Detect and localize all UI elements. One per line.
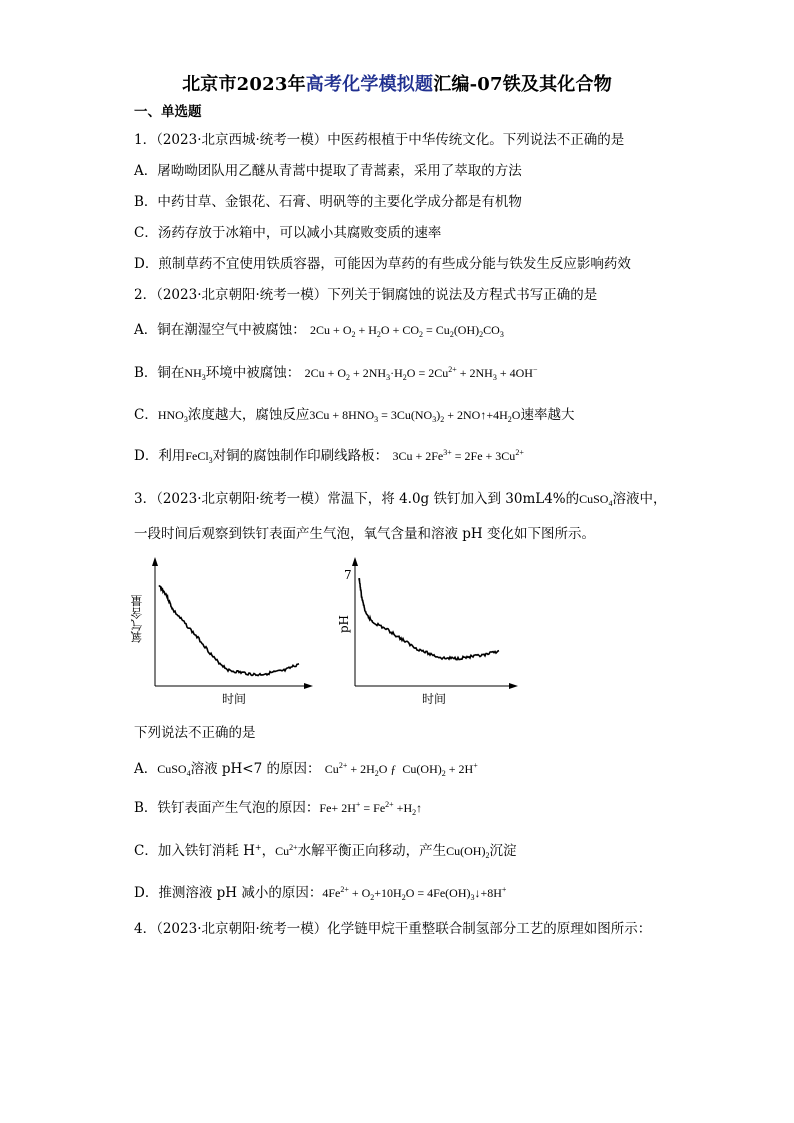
oxygen-chart-xlabel: 时间 [222,692,247,706]
ph-y-arrow [352,557,358,566]
oxygen-chart-svg [130,560,310,690]
q1-option-d: D．煎制草药不宜使用铁质容器，可能因为草药的有些成分能与铁发生反应影响药效 [134,256,631,272]
q2-stem: 2．（2023·北京朝阳·统考一模）下列关于铜腐蚀的说法及方程式书写正确的是 [134,287,598,303]
q1-stem: 1．（2023·北京西城·统考一模）中医药根植于中华传统文化。下列说法不正确的是 [134,132,625,148]
q2-b-equation: $2Cu + O_2 + 2NH_3\cdot H_2O = 2Cu^{2+} + 2NH_3 + 4OH^-$ [304,365,538,382]
q2-c-equation: $3Cu + 8HNO_3 = 3Cu(NO_3)_2$ + $2NO↑+4H_2O$ [309,408,521,424]
oxygen-y-arrow [152,557,158,566]
q3-b-equation: $Fe+ 2H^+ = Fe^{2+}$ $+H_2↑$ [319,800,423,817]
ph-x-arrow [509,683,518,689]
q3-stem-line1: 3．（2023·北京朝阳·统考一模）常温下，将 4.0g 铁钉加入到 30mL4%的CuSO$_4$溶液中， [134,491,667,508]
q2-option-b: B．铜在$NH_3$环境中被腐蚀： $2Cu + O_2 + 2NH_3\cdot H_2O = 2Cu^{2+} + 2NH_3 + 4OH^-$ [134,365,538,382]
q3-option-d: D．推测溶液 pH 减小的原因：$4Fe^{2+} + O_2+10H_2O$ = $4Fe(OH)_3↓+8H^+$ [134,885,507,902]
q2-option-c: C．$HNO_3$浓度越大，腐蚀反应$3Cu + 8HNO_3 = 3Cu(NO_3)_2$ + $2NO↑+4H_2O$速率越大 [134,407,575,424]
q2-d-equation: $3Cu + 2Fe^{3+} = 2Fe + 3Cu^{2+}$ [392,448,524,463]
q2-option-d: D．利用FeCl$_3$对铜的腐蚀制作印刷线路板： $3Cu + 2Fe^{3+} = 2Fe + 3Cu^{2+}$ [134,448,524,465]
q1-option-b: B．中药甘草、金银花、石膏、明矾等的主要化学成分都是有机物 [134,194,522,210]
ph-chart [330,560,520,710]
ph-chart-ytick: 7 [344,568,352,582]
ph-series-line [359,578,499,660]
section-heading: 一、单选题 [134,104,202,120]
ph-chart-svg [330,560,520,690]
oxygen-series-line [159,585,299,675]
q3-option-a: A．CuSO$_4$溶液 pH<7 的原因： $Cu^{2+} + 2H_2O$ ƒ $Cu(OH)_2 + 2H^+$ [134,761,478,778]
q3-a-equation: $Cu^{2+} + 2H_2O$ ƒ $Cu(OH)_2 + 2H^+$ [324,761,478,778]
oxygen-chart-ylabel: 氧气含量 [130,595,144,643]
q2-a-equation: $2Cu + O_2 + H_2O + CO_2 = Cu_2(OH)_2CO_3$ [310,323,504,339]
oxygen-x-arrow [304,683,313,689]
q1-option-a: A．屠呦呦团队用乙醚从青蒿中提取了青蒿素，采用了萃取的方法 [134,163,522,179]
q4-stem: 4．（2023·北京朝阳·统考一模）化学链甲烷干重整联合制氢部分工艺的原理如图所示： [134,921,652,937]
oxygen-chart [130,560,310,710]
page-title: 北京市2023年高考化学模拟题汇编-07铁及其化合物 [182,74,612,95]
q2-option-a: A．铜在潮湿空气中被腐蚀： $2Cu + O_2 + H_2O + CO_2 = Cu_2(OH)_2CO_3$ [134,322,504,339]
q3-stem-line2: 一段时间后观察到铁钉表面产生气泡，氧气含量和溶液 pH 变化如下图所示。 [134,526,595,542]
ph-chart-ylabel: pH [337,615,351,634]
q1-option-c: C．汤药存放于冰箱中，可以减小其腐败变质的速率 [134,225,442,241]
q3-prompt: 下列说法不正确的是 [134,725,256,741]
q3-option-c: C．加入铁钉消耗 H+，$Cu^{2+}$水解平衡正向移动，产生$Cu(OH)_2$沉淀 [134,843,517,860]
ph-chart-xlabel: 时间 [422,692,447,706]
q3-option-b: B．铁钉表面产生气泡的原因：$Fe+ 2H^+ = Fe^{2+}$ $+H_2↑$ [134,800,423,817]
q3-d-equation: $4Fe^{2+} + O_2+10H_2O$ = $4Fe(OH)_3↓+8H^+$ [322,885,507,902]
